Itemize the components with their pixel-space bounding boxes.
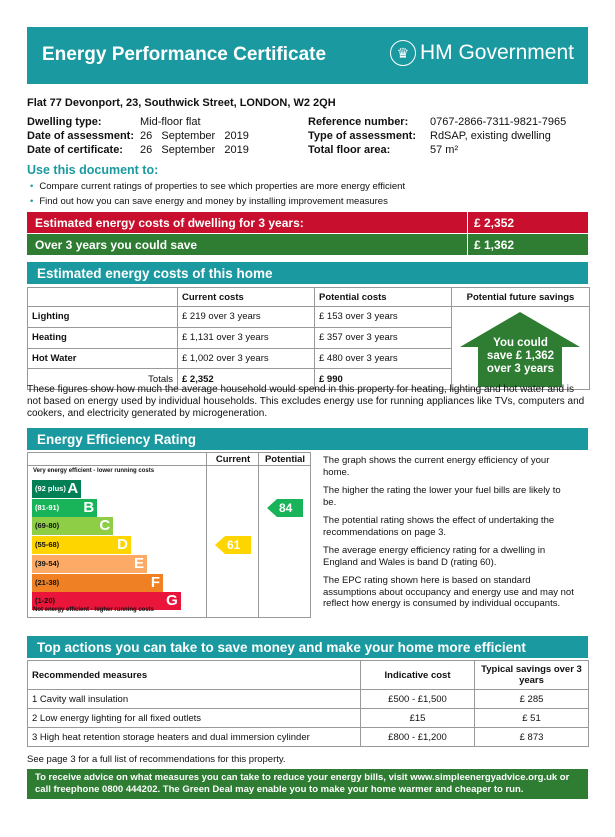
efficient-note: Very energy efficient - lower running costs	[33, 468, 155, 474]
estimated-cost-value: £ 2,352	[467, 212, 514, 233]
potential-rating-value: 84	[279, 500, 293, 515]
eer-band-a	[32, 480, 81, 498]
totals-label: Totals	[28, 369, 178, 390]
table-row	[28, 661, 589, 690]
detail-label: Date of assessment:	[27, 130, 134, 142]
savings-label: Over 3 years you could save	[35, 238, 198, 252]
gov-logo	[390, 40, 574, 66]
eer-section-title: Energy Efficiency Rating	[27, 428, 588, 450]
table-row: Hot Water £ 1,002 over 3 years £ 480 over 3 years	[28, 348, 590, 369]
advice-footer: To receive advice on what measures you can take to reduce your energy bills, visit www.simpleenergyadvice.org.uk or call freephone 0800 444202. The Green Deal may enable you to make your home warmer and cheaper to run.	[27, 769, 588, 799]
certificate-header	[27, 27, 588, 84]
header-measures: Recommended measures	[28, 661, 361, 690]
detail-value: 26 September 2019	[140, 144, 249, 156]
table-row: Lighting £ 219 over 3 years £ 153 over 3 years You could save £ 1,362 over 3 years	[28, 307, 590, 328]
potential-rating-arrow	[267, 499, 303, 522]
band-letter: G	[166, 592, 178, 610]
bullet-icon: •	[30, 196, 34, 207]
band-range: (1-20)	[35, 596, 56, 606]
crest-icon: ♛	[390, 40, 416, 66]
band-letter: D	[117, 536, 128, 554]
savings-arrow-cell	[452, 307, 590, 390]
savings-arrow-text: You could save £ 1,362 over 3 years	[486, 337, 555, 375]
band-range: (55-68)	[35, 540, 60, 550]
estimated-cost-bar	[27, 212, 588, 233]
eer-chart	[27, 452, 311, 618]
band-letter: A	[67, 480, 79, 497]
list-item: • Compare current ratings of properties to see which properties are more energy efficient	[30, 181, 406, 192]
actions-section-title: Top actions you can take to save money and make your home more efficient	[27, 636, 588, 658]
property-address: Flat 77 Devonport, 23, Southwick Street, LONDON, W2 2QH	[27, 97, 336, 109]
detail-value: 26 September 2019	[140, 130, 249, 142]
header-current: Current costs	[178, 288, 315, 307]
list-item: • Find out how you can save energy and money by installing improvement measures	[30, 196, 388, 207]
details-right	[308, 116, 566, 158]
details-left	[27, 116, 249, 158]
header-cost: Indicative cost	[361, 661, 475, 690]
use-doc-bullets	[30, 181, 405, 211]
savings-value: £ 1,362	[467, 234, 514, 255]
table-row: 3 High heat retention storage heaters and dual immersion cylinder £800 - £1,200 £ 873	[28, 728, 589, 747]
band-range: (81-91)	[35, 502, 60, 512]
savings-bar	[27, 234, 588, 255]
actions-table	[27, 660, 589, 747]
detail-value: Mid-floor flat	[140, 116, 201, 128]
band-letter: C	[99, 517, 111, 535]
band-range: (39-54)	[35, 558, 60, 568]
detail-label: Date of certificate:	[27, 144, 123, 156]
header-potential: Potential costs	[315, 288, 452, 307]
eer-band-f	[32, 574, 163, 592]
eer-band-e	[32, 555, 147, 573]
current-rating-value: 61	[227, 538, 241, 553]
detail-value: 57 m²	[430, 144, 459, 156]
col-potential-label: Potential	[264, 454, 306, 465]
see-page-note: See page 3 for a full list of recommendations for this property.	[27, 754, 286, 765]
costs-section-title: Estimated energy costs of this home	[27, 262, 588, 284]
total-potential: £ 990	[315, 369, 452, 390]
costs-note: These figures show how much the average household would spend in this property for heating, lighting and hot water and is not based on energy used by individual households. This excludes energy use for running appliances like TVs, computers and cookers, and electricity generated by microgeneration.	[27, 384, 585, 419]
detail-value: 0767-2866-7311-9821-7965	[430, 116, 567, 128]
detail-label: Total floor area:	[308, 144, 391, 156]
detail-label: Dwelling type:	[27, 116, 102, 128]
header-savings: Potential future savings	[452, 288, 590, 307]
detail-value: RdSAP, existing dwelling	[430, 130, 551, 142]
band-letter: B	[83, 498, 95, 516]
table-row: 2 Low energy lighting for all fixed outlets £15 £ 51	[28, 709, 589, 728]
eer-band-d	[32, 536, 131, 554]
total-current: £ 2,352	[178, 369, 315, 390]
costs-table	[27, 287, 590, 390]
estimated-cost-label: Estimated energy costs of dwelling for 3 years:	[35, 216, 304, 230]
detail-label: Type of assessment:	[308, 130, 417, 142]
band-letter: F	[150, 573, 161, 591]
band-range: (69-80)	[35, 521, 60, 531]
table-row: 1 Cavity wall insulation £500 - £1,500 £ 285	[28, 690, 589, 709]
band-range: (92 plus)	[35, 484, 66, 493]
use-doc-heading: Use this document to:	[27, 163, 159, 177]
certificate-title: Energy Performance Certificate	[42, 44, 327, 65]
current-rating-arrow	[215, 536, 251, 559]
table-row: Heating £ 1,131 over 3 years £ 357 over 3 years	[28, 327, 590, 348]
table-row	[28, 288, 590, 307]
eer-band-c	[32, 517, 113, 535]
detail-label: Reference number:	[308, 116, 409, 128]
header-savings: Typical savings over 3 years	[475, 661, 589, 690]
bullet-icon: •	[30, 181, 34, 192]
gov-name: HM Government	[419, 41, 574, 64]
band-letter: E	[134, 554, 145, 572]
eer-band-b	[32, 499, 97, 517]
col-current-label: Current	[215, 454, 251, 465]
eer-explanation: The graph shows the current energy efficiency of your home. The higher the rating the lower your fuel bills are likely to be. The potential rating shows the effect of undertaking the recommendations on page 3. The average energy efficiency rating for a dwelling in England and Wales is band D (rating 60). The EPC rating shown here is based on standard assumptions about occupancy and energy use and may not reflect how energy is consumed by individual occupants.	[323, 455, 574, 609]
inefficient-note: Not energy efficient - higher running costs	[33, 607, 155, 613]
band-range: (21-38)	[35, 577, 60, 587]
